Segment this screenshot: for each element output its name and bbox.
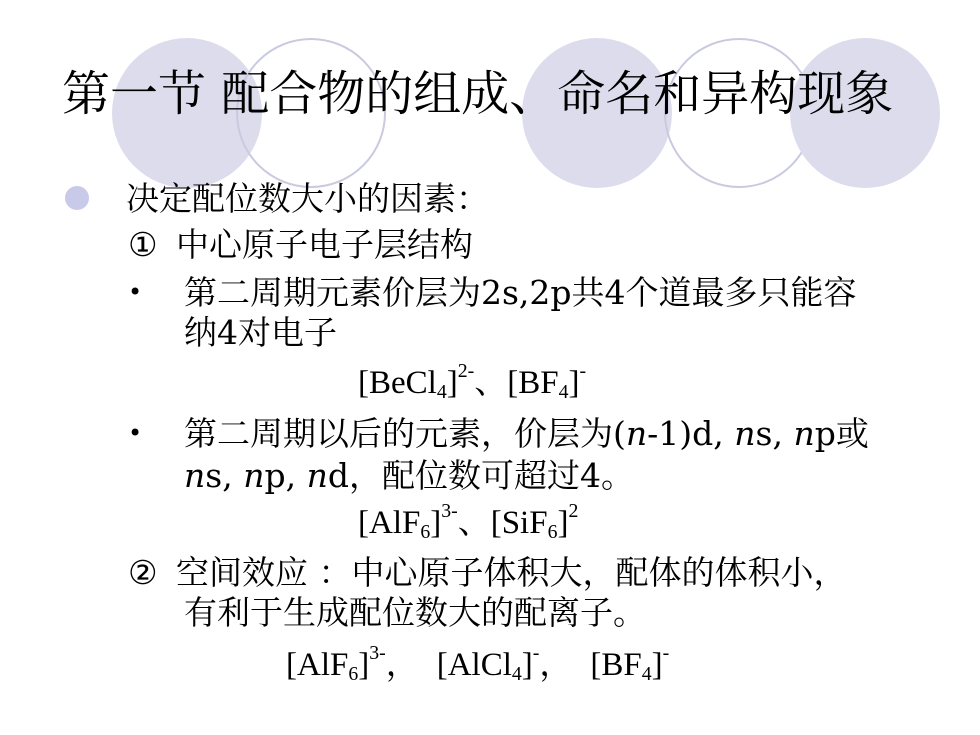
formula-3-c: [BF bbox=[590, 647, 642, 683]
sub2-t6: p, bbox=[264, 456, 307, 495]
formula-2-a-sup: 3- bbox=[441, 500, 458, 523]
formula-3-c-sub: 4 bbox=[641, 662, 652, 685]
sub2-t2: -1)d, bbox=[647, 414, 735, 453]
item-1-number: ① bbox=[128, 225, 158, 264]
formula-3-b-close: ] bbox=[521, 647, 533, 683]
formula-2 bbox=[358, 502, 578, 544]
sub2-n2: n bbox=[734, 414, 756, 453]
sub2-t3: s, bbox=[755, 414, 794, 453]
sub2-t5: s, bbox=[205, 456, 244, 495]
sub2-t7: d，配位数可超过4。 bbox=[327, 456, 634, 495]
formula-3 bbox=[286, 644, 669, 686]
sub-bullet-1: • bbox=[128, 278, 143, 306]
formula-1-sep: 、 bbox=[474, 365, 508, 401]
formula-1-a-sup: 2- bbox=[457, 360, 475, 383]
bullet-heading: 决定配位数大小的因素： bbox=[126, 179, 489, 218]
item-2-line-2: 有利于生成配位数大的配离子。 bbox=[184, 593, 646, 632]
formula-1-a-close: ] bbox=[446, 365, 458, 401]
formula-2-sep: 、 bbox=[457, 505, 491, 541]
sub2-t1: 第二周期以后的元素，价层为( bbox=[184, 414, 626, 453]
bullet-circle-icon bbox=[65, 186, 89, 210]
item-2-number: ② bbox=[128, 553, 158, 592]
formula-2-a-sub: 6 bbox=[420, 520, 431, 543]
formula-2-a-close: ] bbox=[430, 505, 442, 541]
item-1 bbox=[128, 224, 473, 266]
formula-2-b: [SiF bbox=[490, 505, 548, 541]
formula-3-b-sup: - bbox=[532, 642, 540, 665]
formula-3-a-sub: 6 bbox=[348, 662, 359, 685]
formula-3-c-sup: - bbox=[662, 642, 670, 665]
formula-3-a: [AlF bbox=[286, 647, 349, 683]
formula-3-a-close: ] bbox=[358, 647, 370, 683]
formula-2-b-sub: 6 bbox=[547, 520, 558, 543]
sub-item-1-line-1: 第二周期元素价层为2s,2p共4个道最多只能容 bbox=[184, 273, 857, 312]
formula-2-b-sup: 2 bbox=[568, 500, 579, 523]
item-2-text-1: 空间效应 ：中心原子体积大，配体的体积小， bbox=[176, 553, 847, 592]
item-1-text: 中心原子电子层结构 bbox=[176, 225, 473, 264]
sub2-n5: n bbox=[243, 456, 265, 495]
formula-2-a: [AlF bbox=[358, 505, 421, 541]
formula-1-a: [BeCl bbox=[358, 365, 437, 401]
sub-item-1-line-2: 纳4对电子 bbox=[184, 313, 337, 352]
formula-1 bbox=[358, 362, 586, 404]
formula-1-b-close: ] bbox=[568, 365, 580, 401]
sub2-n4: n bbox=[184, 456, 206, 495]
sub-bullet-2: • bbox=[128, 419, 143, 447]
formula-3-c-close: ] bbox=[651, 647, 663, 683]
formula-3-b: [AlCl bbox=[436, 647, 512, 683]
sub2-n3: n bbox=[793, 414, 815, 453]
formula-3-sep1: ， bbox=[385, 647, 419, 683]
formula-3-a-sup: 3- bbox=[369, 642, 386, 665]
sub2-n6: n bbox=[306, 456, 328, 495]
formula-3-sep2: ， bbox=[539, 647, 573, 683]
formula-1-a-sub: 4 bbox=[436, 380, 447, 403]
formula-1-b: [BF bbox=[507, 365, 559, 401]
sub2-n1: n bbox=[625, 414, 648, 453]
sub-item-2-line-2 bbox=[184, 455, 634, 497]
sub2-t4: p或 bbox=[814, 414, 869, 453]
slide-title: 第一节 配合物的组成、命名和异构现象 bbox=[62, 66, 894, 122]
formula-3-b-sub: 4 bbox=[511, 662, 522, 685]
item-2-line-1 bbox=[128, 552, 847, 594]
formula-2-b-close: ] bbox=[557, 505, 569, 541]
formula-1-b-sub: 4 bbox=[558, 380, 569, 403]
sub-item-2-line-1 bbox=[184, 413, 869, 455]
formula-1-b-sup: - bbox=[579, 360, 587, 383]
